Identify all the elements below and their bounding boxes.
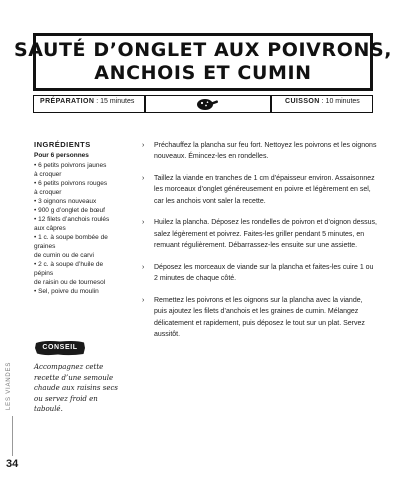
ingredient-line: • 1 c. à soupe bombée de graines xyxy=(34,234,108,250)
info-bar xyxy=(33,95,373,113)
conseil-label: CONSEIL xyxy=(42,344,78,351)
servings: Pour 6 personnes xyxy=(34,152,89,159)
ingredient-line: • Sel, poivre du moulin xyxy=(34,288,99,295)
chevron-right-icon: › xyxy=(142,219,145,227)
ingredient-line: aux câpres xyxy=(34,225,66,232)
cooking-label: CUISSON xyxy=(285,98,320,105)
step-text: Huilez la plancha. Déposez les rondelles de poivron et d’oignon dessus, salez légèrement et poivrez. Faites-les griller pendant 5 minutes, en remuant régulièrement. Débarrassez-les ensuite sur une assiette. xyxy=(154,219,377,250)
ingredient-line: de raisin ou de tournesol xyxy=(34,279,106,286)
step-text: Déposez les morceaux de viande sur la plancha et faites-les cuire 1 ou 2 minutes de chaque côté. xyxy=(154,263,374,283)
side-rule xyxy=(12,416,13,456)
preparation-time xyxy=(40,98,134,105)
conseil-badge xyxy=(34,340,86,356)
step xyxy=(142,262,377,285)
preparation-value: : 15 minutes xyxy=(96,98,135,105)
step-text: Préchauffez la plancha sur feu fort. Nettoyez les poivrons et les oignons nouveaux. Émincez-les en rondelles. xyxy=(154,142,377,161)
ingredient-line: • 6 petits poivrons rouges xyxy=(34,180,108,187)
ingredient-line: • 3 oignons nouveaux xyxy=(34,198,97,205)
step-text: Remettez les poivrons et les oignons sur la plancha avec la viande, puis ajoutez les filets d’anchois et les graines de cumin. Mélangez délicatement et rapidement, puis déposez le tout sur un plat. Servez aussitôt. xyxy=(154,296,365,338)
frying-pan-icon xyxy=(194,97,218,111)
title-box xyxy=(13,33,393,91)
ingredient-line: de cumin ou de carvi xyxy=(34,252,94,259)
chevron-right-icon: › xyxy=(142,296,145,304)
step xyxy=(142,295,377,340)
ingredient-line: • 900 g d’onglet de bœuf xyxy=(34,207,105,214)
step xyxy=(142,217,377,251)
ingredient-line: • 6 petits poivrons jaunes xyxy=(34,162,107,169)
recipe-title-line-1: SAUTÉ D’ONGLET AUX POIVRONS, xyxy=(13,39,393,61)
step xyxy=(142,140,377,163)
cooking-time xyxy=(285,98,360,105)
chevron-right-icon: › xyxy=(142,263,145,271)
recipe-title-line-2: ANCHOIS ET CUMIN xyxy=(94,62,312,84)
ingredient-line: à croquer xyxy=(34,189,62,196)
step-text: Taillez la viande en tranches de 1 cm d’épaisseur environ. Assaisonnez les morceaux d’onglet généreusement en poivre et légèrement en sel, car les anchois vont saler la recette. xyxy=(154,175,375,205)
preparation-label: PRÉPARATION xyxy=(40,98,95,105)
step xyxy=(142,173,377,207)
ingredient-line: • 2 c. à soupe d’huile de pépins xyxy=(34,261,104,277)
ingredients-panel xyxy=(34,140,124,296)
ingredients-heading: INGRÉDIENTS xyxy=(34,140,91,149)
divider xyxy=(270,96,272,112)
instructions xyxy=(142,140,377,351)
section-label: LES VIANDES xyxy=(6,361,12,410)
chevron-right-icon: › xyxy=(142,142,145,149)
divider xyxy=(144,96,146,112)
page-number: 34 xyxy=(6,458,19,470)
ingredient-line: • 12 filets d’anchois roulés xyxy=(34,216,110,223)
chevron-right-icon: › xyxy=(142,175,145,183)
conseil-text: Accompagnez cette recette d’une semoule chaude aux raisins secs ou servez froid en taboulé. xyxy=(34,363,118,413)
cooking-value: : 10 minutes xyxy=(321,98,360,105)
ingredient-line: à croquer xyxy=(34,171,62,178)
